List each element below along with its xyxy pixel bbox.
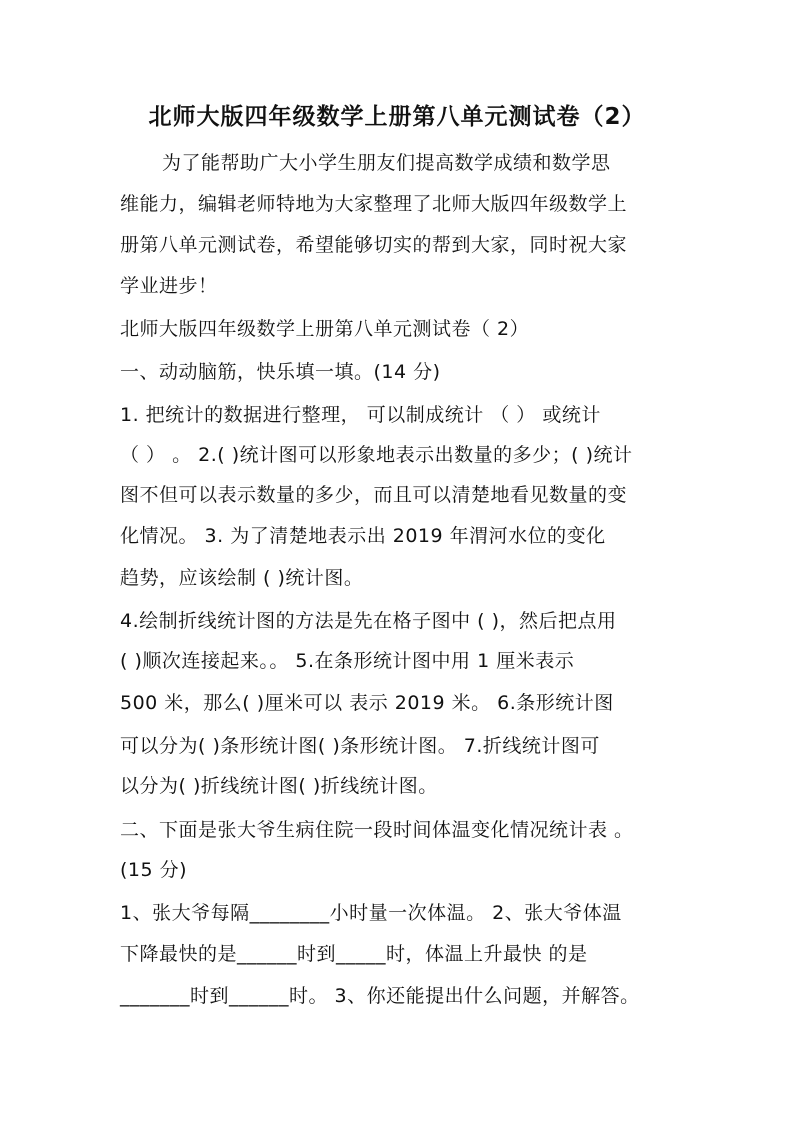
- section2-line-2: 下降最快的是______时到_____时，体温上升最快 的是: [120, 943, 588, 965]
- section1-line-6: 4.绘制折线统计图的方法是先在格子图中 ( )，然后把点用: [120, 610, 617, 632]
- section2-line-1: 1、张大爷每隔________小时量一次体温。 2、张大爷体温: [120, 902, 622, 924]
- section1-line-1: 1. 把统计的数据进行整理， 可以制成统计 （ ） 或统计: [120, 404, 601, 426]
- section2-score: (15 分): [120, 859, 188, 881]
- section1-line-4: 化情况。 3. 为了清楚地表示出 2019 年渭河水位的变化: [120, 525, 606, 547]
- intro-line-4: 学业进步！: [120, 275, 218, 297]
- intro-line-3: 册第八单元测试卷，希望能够切实的帮到大家，同时祝大家: [120, 234, 628, 256]
- section1-line-3: 图不但可以表示数量的多少，而且可以清楚地看见数量的变: [120, 484, 628, 506]
- document-subtitle: 北师大版四年级数学上册第八单元测试卷（ 2）: [120, 318, 530, 340]
- section1-line-2: （ ） 。 2.( )统计图可以形象地表示出数量的多少；( )统计: [120, 444, 633, 466]
- intro-line-2: 维能力，编辑老师特地为大家整理了北师大版四年级数学上: [120, 193, 628, 215]
- section2-line-3: _______时到______时。 3、你还能提出什么问题，并解答。: [120, 985, 640, 1007]
- section1-line-7: ( )顺次连接起来。。 5.在条形统计图中用 1 厘米表示: [120, 650, 575, 672]
- section1-line-5: 趋势，应该绘制 ( )统计图。: [120, 567, 364, 589]
- intro-line-1: 为了能帮助广大小学生朋友们提高数学成绩和数学思: [162, 152, 611, 174]
- document-title: 北师大版四年级数学上册第八单元测试卷（2）: [148, 104, 646, 130]
- section1-heading: 一、动动脑筋，快乐填一填。(14 分): [120, 361, 441, 383]
- section1-line-9: 可以分为( )条形统计图( )条形统计图。 7.折线统计图可: [120, 735, 600, 757]
- section2-heading: 二、下面是张大爷生病住院一段时间体温变化情况统计表 。: [120, 819, 634, 841]
- section1-line-8: 500 米，那么( )厘米可以 表示 2019 米。 6.条形统计图: [120, 692, 614, 714]
- section1-line-10: 以分为( )折线统计图( )折线统计图。: [120, 775, 438, 797]
